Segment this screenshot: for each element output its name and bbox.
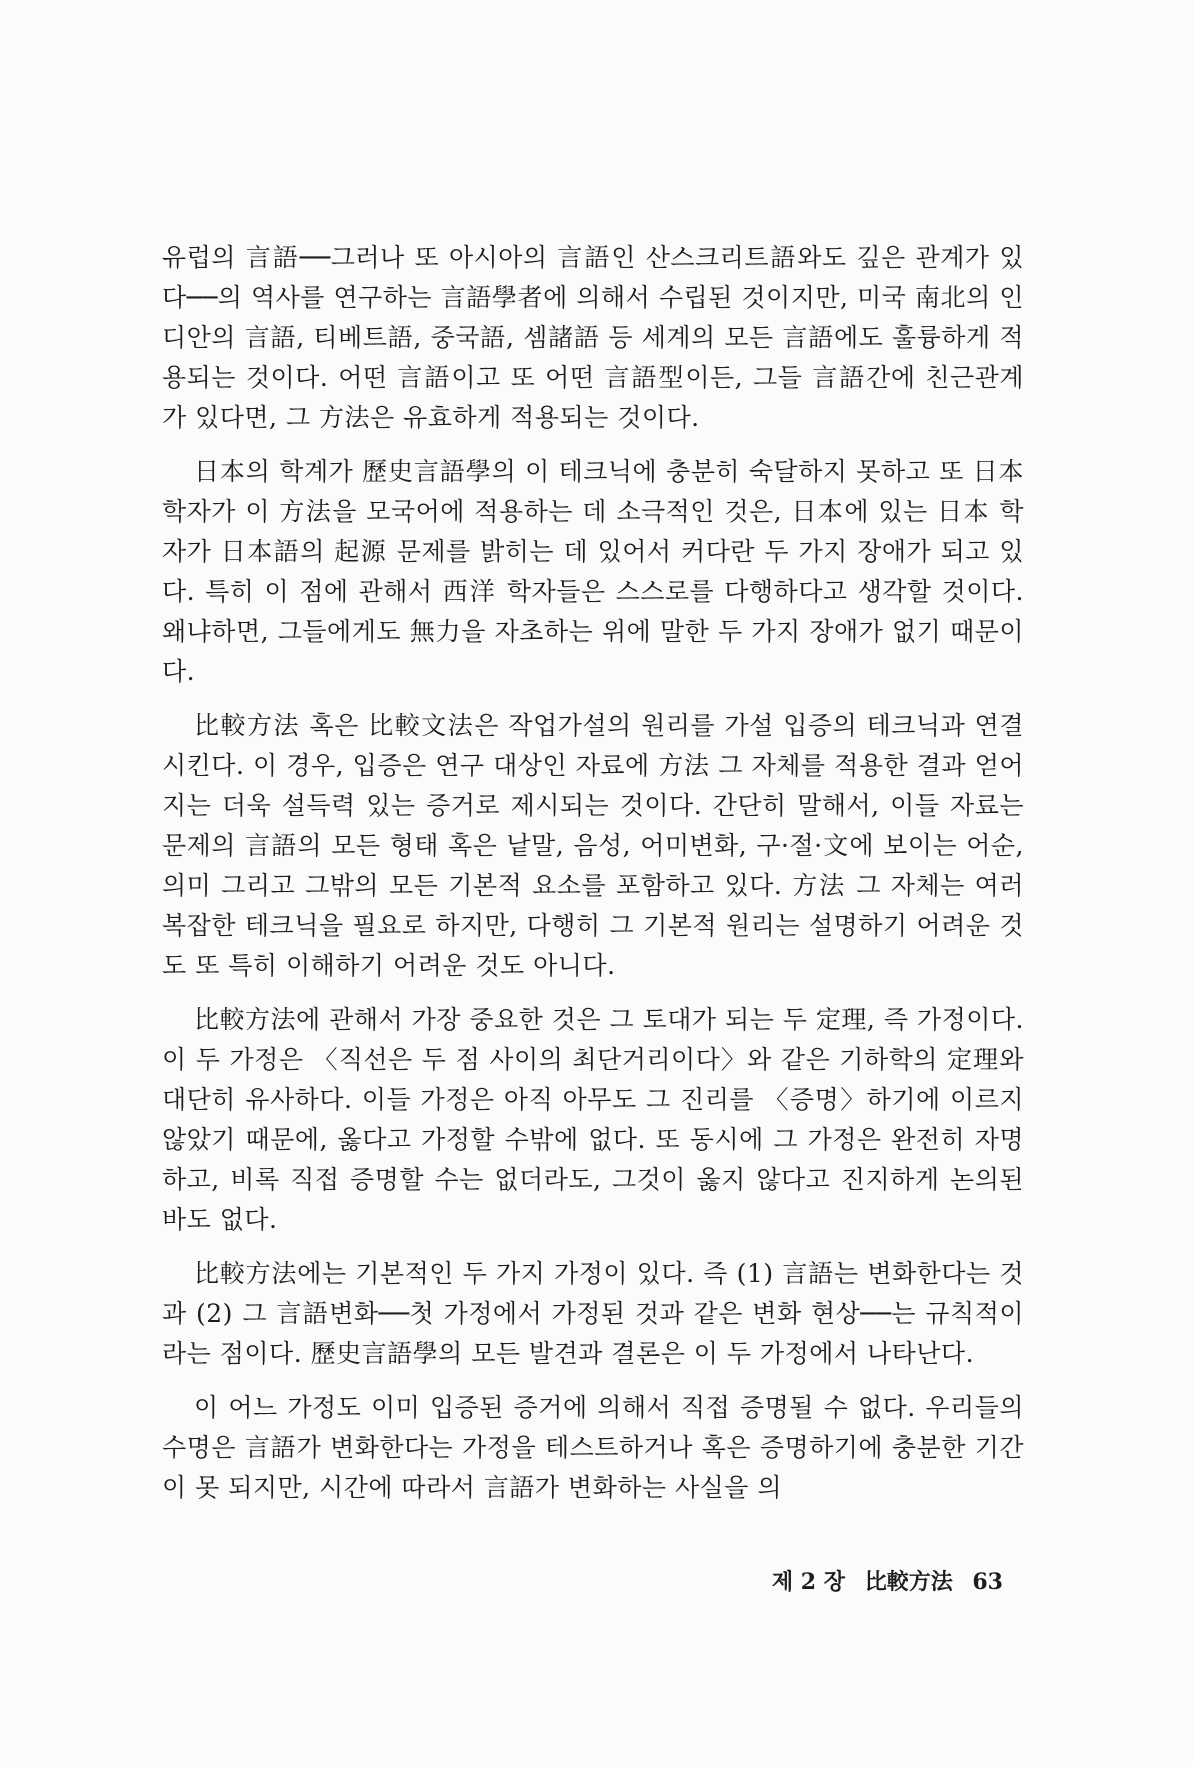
paragraph-4: 比較方法에 관해서 가장 중요한 것은 그 토대가 되는 두 定理, 즉 가정이다. 이 두 가정은 〈직선은 두 점 사이의 최단거리이다〉와 같은 기하학의 定理와 대단히 유사하다. 이들 가정은 아직 아무도 그 진리를 〈증명〉하기에 이르지 않았기 때문에, 옳다고 가정할 수밖에 없다. 또 동시에 그 가정은 완전히 자명하고, 비록 직접 증명할 수는 없더라도, 그것이 옳지 않다고 진지하게 논의된 바도 없다. [162,1005,1024,1234]
body-text [162,238,1024,1508]
paragraph-5: 比較方法에는 기본적인 두 가지 가정이 있다. 즉 (1) 言語는 변화한다는 것과 (2) 그 言語변화──첫 가정에서 가정된 것과 같은 변화 현상──는 규칙적이라는 점이다. 歷史言語學의 모든 발견과 결론은 이 두 가정에서 나타난다. [162,1259,1024,1368]
footer-chapter: 제 2 장 [771,1569,846,1595]
paragraph-2: 日本의 학계가 歷史言語學의 이 테크닉에 충분히 숙달하지 못하고 또 日本 학자가 이 方法을 모국어에 적용하는 데 소극적인 것은, 日本에 있는 日本 학자가 日本語의 起源 문제를 밝히는 데 있어서 커다란 두 가지 장애가 되고 있다. 특히 이 점에 관해서 西洋 학자들은 스스로를 다행하다고 생각할 것이다. 왜냐하면, 그들에게도 無力을 자초하는 위에 말한 두 가지 장애가 없기 때문이다. [162,457,1024,686]
page-number: 63 [972,1569,1003,1595]
running-footer [772,1565,1003,1596]
paragraph-3: 比較方法 혹은 比較文法은 작업가설의 원리를 가설 입증의 테크닉과 연결시킨다. 이 경우, 입증은 연구 대상인 자료에 方法 그 자체를 적용한 결과 얻어지는 더욱 설득력 있는 증거로 제시되는 것이다. 간단히 말해서, 이들 자료는 문제의 言語의 모든 형태 혹은 낱말, 음성, 어미변화, 구·절·文에 보이는 어순, 의미 그리고 그밖의 모든 기본적 요소를 포함하고 있다. 方法 그 자체는 여러 복잡한 테크닉을 필요로 하지만, 다행히 그 기본적 원리는 설명하기 어려운 것도 또 특히 이해하기 어려운 것도 아니다. [162,711,1024,980]
paragraph-1: 유럽의 言語──그러나 또 아시아의 言語인 산스크리트語와도 깊은 관계가 있다──의 역사를 연구하는 言語學者에 의해서 수립된 것이지만, 미국 南北의 인디안의 言語, 티베트語, 중국語, 셈諸語 등 세계의 모든 言語에도 훌륭하게 적용되는 것이다. 어떤 言語이고 또 어떤 言語型이든, 그들 言語간에 친근관계가 있다면, 그 方法은 유효하게 적용되는 것이다. [162,243,1024,432]
paragraph-6: 이 어느 가정도 이미 입증된 증거에 의해서 직접 증명될 수 없다. 우리들의 수명은 言語가 변화한다는 가정을 테스트하거나 혹은 증명하기에 충분한 기간이 못 되지만, 시간에 따라서 言語가 변화하는 사실을 의 [162,1393,1024,1502]
footer-section: 比較方法 [864,1569,953,1595]
